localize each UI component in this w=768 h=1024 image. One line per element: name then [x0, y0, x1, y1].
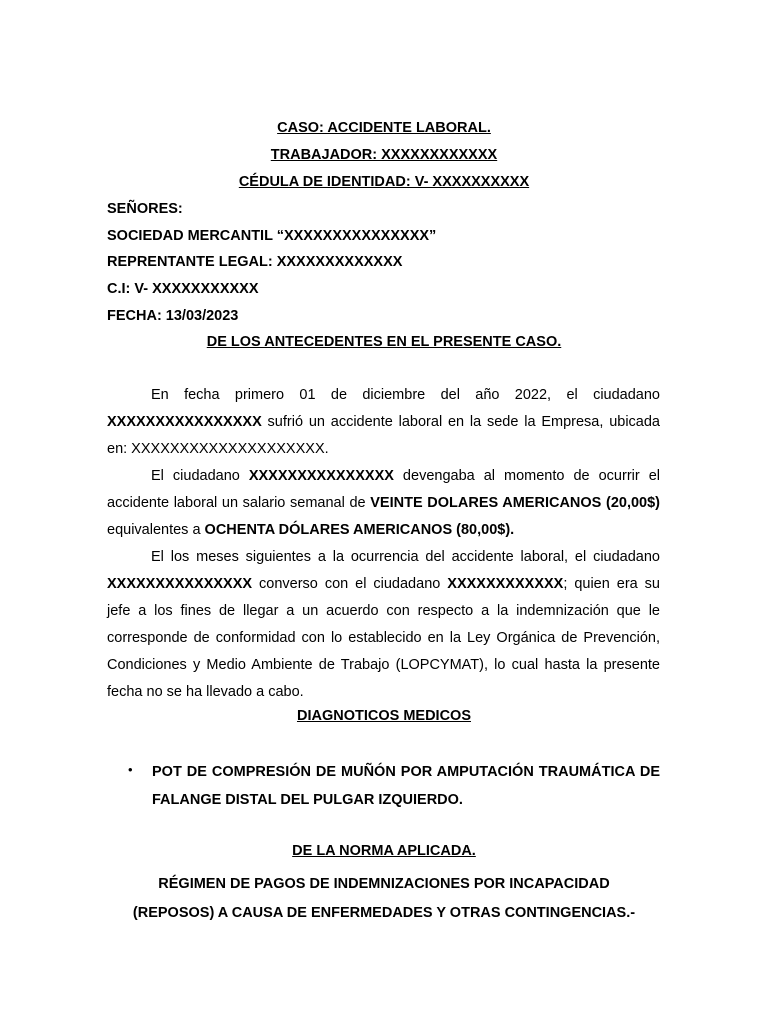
text-run: El los meses siguientes a la ocurrencia del accidente laboral, el ciudadano — [151, 549, 660, 565]
text-run: El ciudadano — [151, 468, 249, 484]
antecedents-paragraph-2 — [107, 463, 660, 544]
applied-norm-heading: DE LA NORMA APLICADA. — [292, 843, 476, 859]
antecedents-body — [107, 382, 660, 706]
text-run: converso con el ciudadano — [252, 576, 448, 592]
text-run: devengaba al momento de ocurrir el accidente laboral un salario semanal de — [107, 468, 660, 511]
date-line: FECHA: 13/03/2023 — [107, 308, 239, 324]
equivalent-amount: OCHENTA DÓLARES AMERICANOS (80,00$). — [204, 522, 515, 538]
antecedents-heading: DE LOS ANTECEDENTES EN EL PRESENTE CASO. — [206, 334, 562, 350]
diagnostics-heading: DIAGNOTICOS MEDICOS — [296, 708, 471, 724]
redacted-name: XXXXXXXXXXXXXXXX — [107, 414, 262, 430]
worker-line: TRABAJADOR: XXXXXXXXXXXX — [270, 147, 498, 163]
id-card-line: CÉDULA DE IDENTIDAD: V- XXXXXXXXXX — [238, 174, 530, 190]
diagnosis-item: POT DE COMPRESIÓN DE MUÑÓN POR AMPUTACIÓN TRAUMÁTICA DE FALANGE DISTAL DEL PULGAR IZQUIERDO. — [152, 764, 660, 808]
bullet-icon: • — [128, 762, 133, 777]
company-line: SOCIEDAD MERCANTIL “XXXXXXXXXXXXXXX” — [107, 228, 437, 244]
text-run: equivalentes a — [107, 522, 205, 538]
regimen-line-1: RÉGIMEN DE PAGOS DE INDEMNIZACIONES POR INCAPACIDAD — [158, 876, 610, 892]
addressee-salutation: SEÑORES: — [107, 201, 183, 217]
redacted-name: XXXXXXXXXXXXXXX — [248, 468, 394, 484]
legal-rep-line: REPRENTANTE LEGAL: XXXXXXXXXXXXX — [107, 254, 403, 270]
case-title: CASO: ACCIDENTE LABORAL. — [277, 120, 491, 136]
antecedents-paragraph-3 — [107, 544, 660, 706]
salary-amount: VEINTE DOLARES AMERICANOS (20,00$) — [370, 495, 660, 511]
rep-id-line: C.I: V- XXXXXXXXXXX — [107, 281, 259, 297]
regimen-line-2: (REPOSOS) A CAUSA DE ENFERMEDADES Y OTRAS CONTINGENCIAS.- — [132, 905, 636, 921]
text-run: sufrió un accidente laboral en la sede la Empresa, ubicada en: XXXXXXXXXXXXXXXXXXXX. — [107, 414, 660, 457]
redacted-name: XXXXXXXXXXXX — [447, 576, 564, 592]
text-run: En fecha primero 01 de diciembre del año 2022, el ciudadano — [151, 387, 660, 403]
antecedents-paragraph-1 — [107, 382, 660, 463]
text-run: ; quien era su jefe a los fines de llegar a un acuerdo con respecto a la indemnización que le corresponde de conformidad con lo establecido en la Ley Orgánica de Prevención, Condiciones y Medio Ambiente de Trabajo (LOPCYMAT), lo cual hasta la presente fecha no se ha llevado a cabo. — [107, 576, 660, 700]
redacted-name: XXXXXXXXXXXXXXX — [107, 576, 253, 592]
